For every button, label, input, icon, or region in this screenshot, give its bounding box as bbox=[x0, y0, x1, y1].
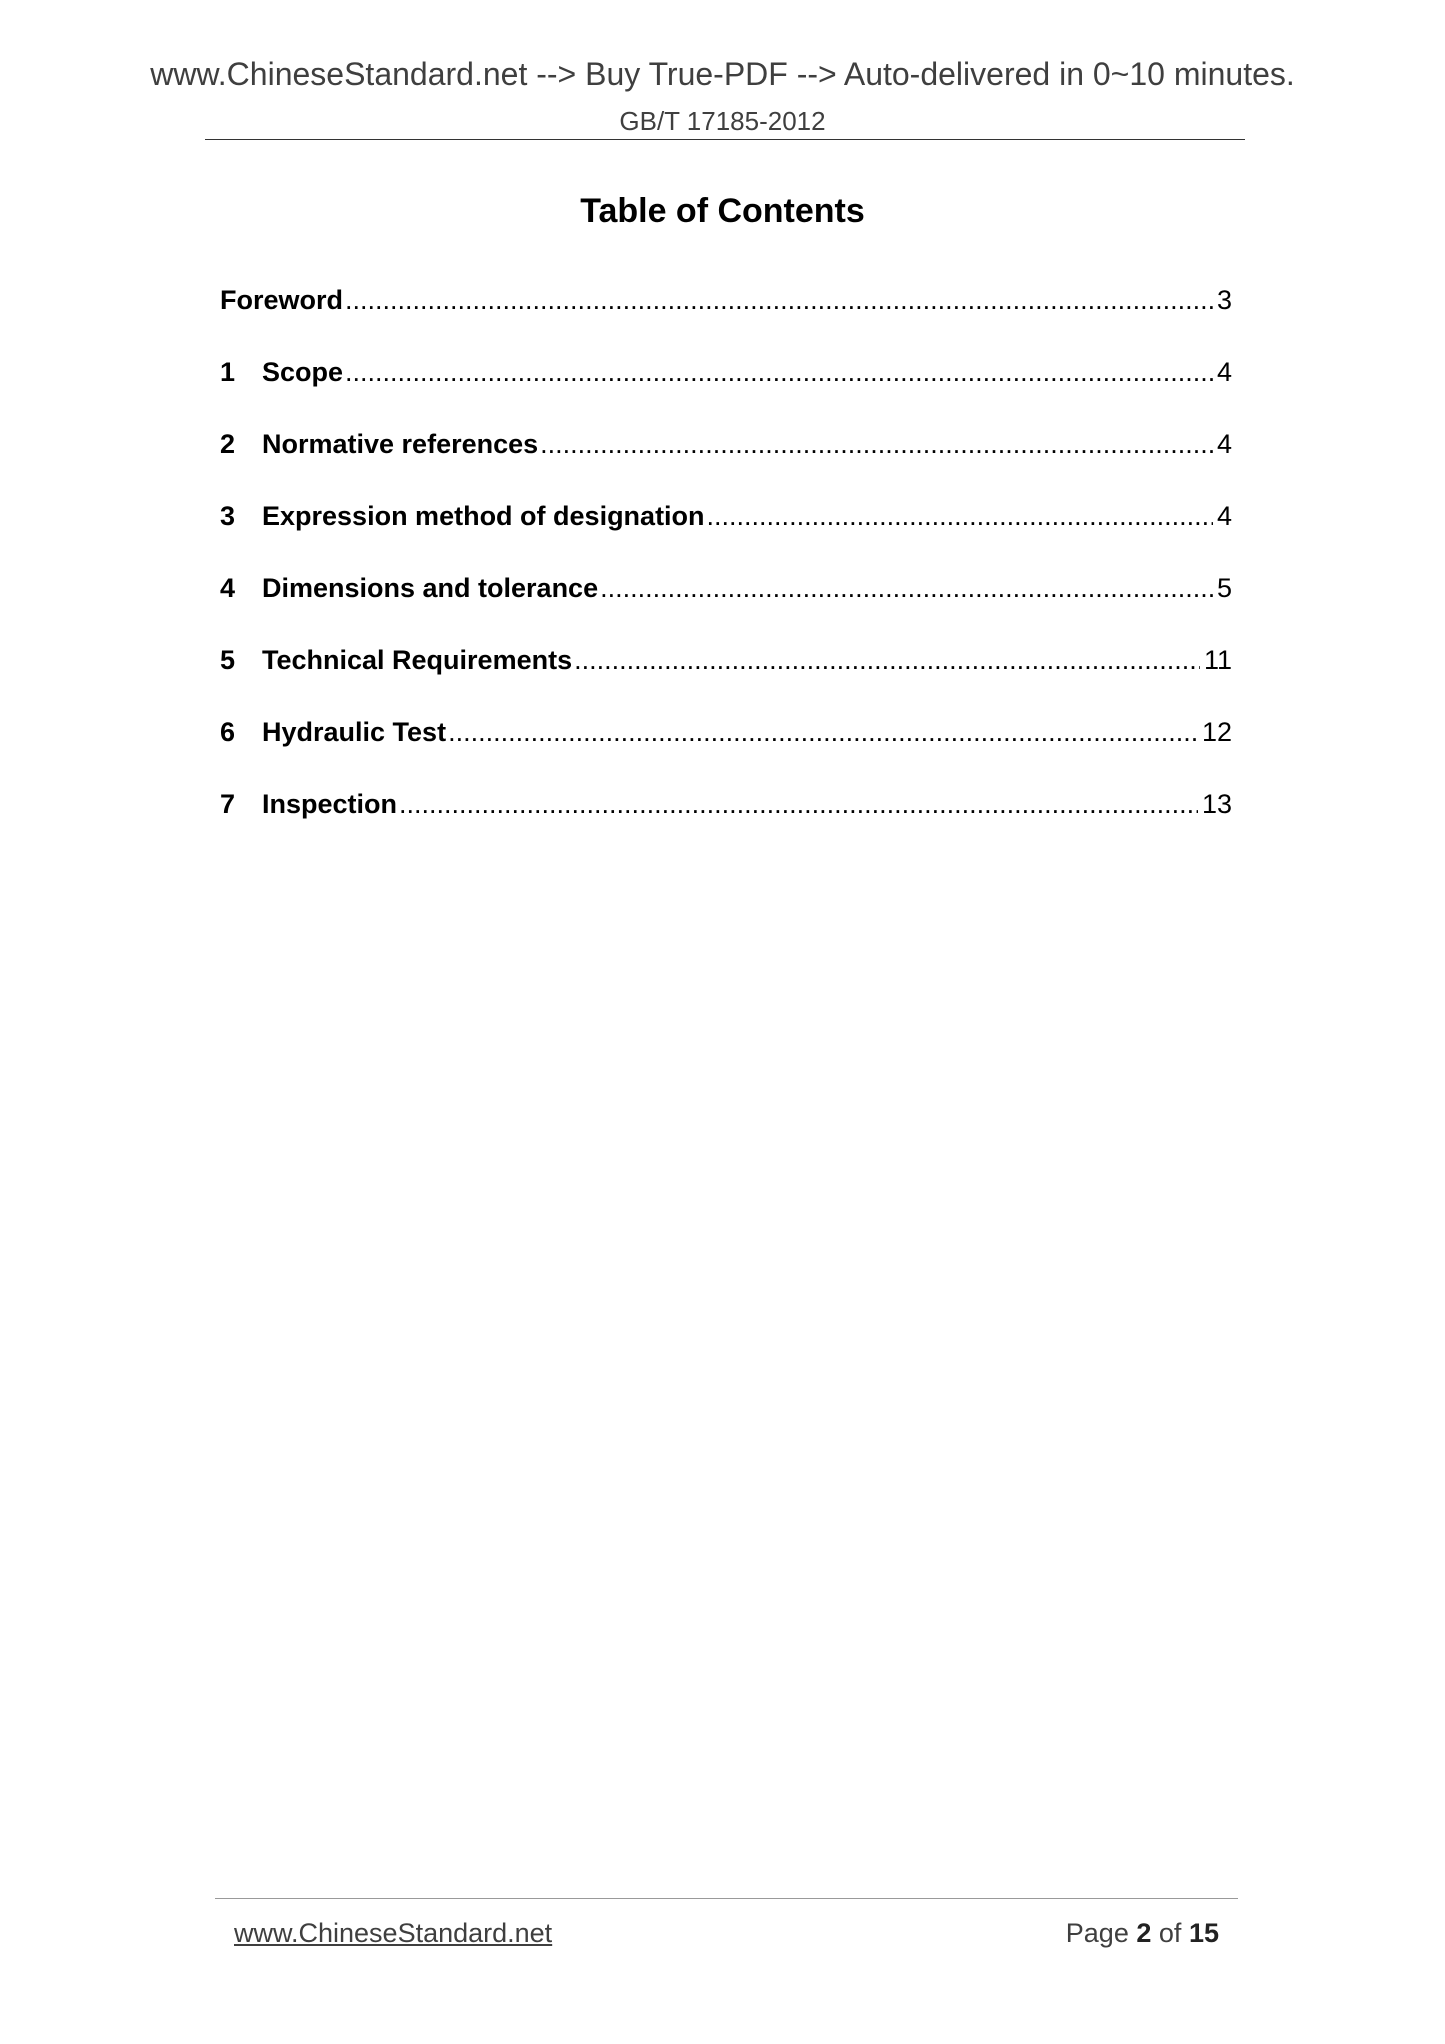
page-prefix: Page bbox=[1065, 1918, 1129, 1948]
toc-entry-technical-requirements[interactable] bbox=[220, 640, 1232, 712]
toc-leader-dots bbox=[345, 280, 1213, 320]
toc-leader-dots bbox=[345, 352, 1213, 392]
toc-entry-page: 5 bbox=[1216, 573, 1232, 603]
toc-entry-dimensions[interactable] bbox=[220, 568, 1232, 640]
footer-website-link[interactable]: www.ChineseStandard.net bbox=[234, 1918, 553, 1948]
toc-leader-dots bbox=[600, 568, 1213, 608]
toc-leader-dots bbox=[707, 496, 1213, 536]
toc-entry-normative-references[interactable] bbox=[220, 424, 1232, 496]
toc-entry-label: Scope bbox=[262, 357, 344, 387]
toc-entry-label: Technical Requirements bbox=[262, 645, 573, 675]
toc-entry-designation[interactable] bbox=[220, 496, 1232, 568]
toc-title: Table of Contents bbox=[580, 192, 865, 230]
toc-entry-label: Inspection bbox=[262, 789, 398, 819]
current-page: 2 bbox=[1136, 1918, 1152, 1948]
toc-leader-dots bbox=[448, 712, 1198, 752]
toc-entry-page: 4 bbox=[1216, 357, 1232, 387]
toc-entry-label: Foreword bbox=[220, 285, 344, 315]
toc-entry-label: Expression method of designation bbox=[262, 501, 705, 531]
toc-entry-foreword[interactable] bbox=[220, 280, 1232, 352]
total-pages: 15 bbox=[1188, 1918, 1219, 1948]
toc-entry-number: 6 bbox=[220, 717, 236, 747]
toc-entry-label: Normative references bbox=[262, 429, 539, 459]
toc-list bbox=[220, 280, 1232, 856]
toc-leader-dots bbox=[540, 424, 1213, 464]
toc-entry-label: Dimensions and tolerance bbox=[262, 573, 599, 603]
toc-entry-number: 4 bbox=[220, 573, 236, 603]
toc-leader-dots bbox=[399, 784, 1198, 824]
promo-banner: www.ChineseStandard.net --> Buy True-PDF --> Auto-delivered in 0~10 minutes. bbox=[150, 56, 1295, 92]
toc-entry-page: 3 bbox=[1216, 285, 1232, 315]
toc-entry-page: 4 bbox=[1216, 429, 1232, 459]
toc-entry-label: Hydraulic Test bbox=[262, 717, 447, 747]
toc-entry-page: 13 bbox=[1201, 789, 1232, 819]
toc-entry-number: 7 bbox=[220, 789, 236, 819]
toc-entry-page: 12 bbox=[1201, 717, 1232, 747]
header-divider bbox=[205, 139, 1245, 140]
footer-divider bbox=[215, 1898, 1238, 1899]
standard-code: GB/T 17185-2012 bbox=[619, 106, 826, 136]
toc-entry-number: 1 bbox=[220, 357, 236, 387]
toc-entry-number: 2 bbox=[220, 429, 236, 459]
toc-entry-page: 11 bbox=[1203, 645, 1232, 675]
toc-entry-hydraulic-test[interactable] bbox=[220, 712, 1232, 784]
page-separator: of bbox=[1158, 1918, 1182, 1948]
toc-entry-number: 5 bbox=[220, 645, 236, 675]
footer-page-number bbox=[1066, 1918, 1219, 1949]
toc-entry-page: 4 bbox=[1216, 501, 1232, 531]
toc-leader-dots bbox=[574, 640, 1200, 680]
toc-entry-scope[interactable] bbox=[220, 352, 1232, 424]
toc-entry-number: 3 bbox=[220, 501, 236, 531]
toc-entry-inspection[interactable] bbox=[220, 784, 1232, 856]
